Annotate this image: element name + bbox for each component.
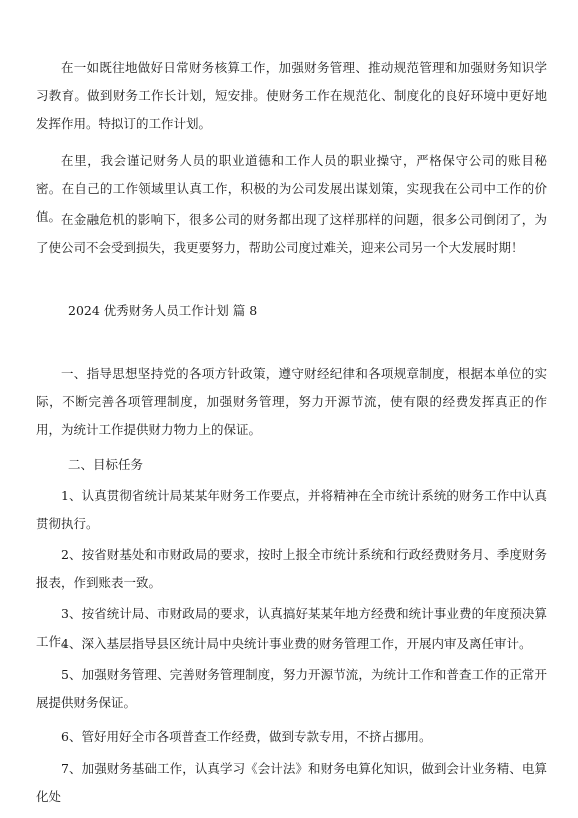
goal-item-4: 4、深入基层指导县区统计局中央统计事业费的财务管理工作，开展内审及离任审计。: [61, 636, 532, 651]
goal-item-1: 1、认真贯彻省统计局某某年财务工作要点，并将精神在全市统计系统的财务工作中认真贯彻执行。: [36, 488, 547, 531]
goal-item-5: 5、加强财务管理、完善财务管理制度，努力开源节流，为统计工作和普查工作的正常开展提供财务保证。: [36, 667, 547, 710]
goal-item-2: 2、按省财基处和市财政局的要求，按时上报全市统计系统和行政经费财务月、季度财务报表，作到账表一致。: [36, 547, 547, 590]
goal-item-6: 6、管好用好全市各项普查工作经费，做到专款专用，不挤占挪用。: [61, 729, 432, 744]
paragraph-crisis: 在金融危机的影响下，很多公司的财务都出现了这样那样的问题，很多公司倒闭了，为了使公司不会受到损失，我更要努力，帮助公司度过难关，迎来公司另一个大发展时期！: [36, 212, 547, 255]
paragraph-ethics: 在里，我会谨记财务人员的职业道德和工作人员的职业操守，严格保守公司的账目秘密。在自己的工作领域里认真工作，积极的为公司发展出谋划策，实现我在公司中工作的价值。: [36, 153, 547, 224]
paragraph-intro: 在一如既往地做好日常财务核算工作，加强财务管理、推动规范管理和加强财务知识学习教育。做到财务工作长计划，短安排。使财务工作在规范化、制度化的良好环境中更好地发挥作用。特拟订的工作计划。: [36, 60, 547, 131]
goal-item-3: 3、按省统计局、市财政局的要求，认真搞好某某年地方经费和统计事业费的年度预决算工作。: [36, 606, 547, 649]
section-heading: 2024 优秀财务人员工作计划 篇 8: [68, 303, 258, 318]
goals-heading: 二、目标任务: [68, 457, 144, 472]
goal-item-7: 7、加强财务基础工作，认真学习《会计法》和财务电算化知识，做到会计业务精、电算化处: [36, 761, 547, 804]
paragraph-guiding-thought: 一、指导思想坚持党的各项方针政策，遵守财经纪律和各项规章制度，根据本单位的实际，不断完善各项管理制度，加强财务管理，努力开源节流，使有限的经费发挥真正的作用，为统计工作提供财力物力上的保证。: [36, 366, 547, 437]
